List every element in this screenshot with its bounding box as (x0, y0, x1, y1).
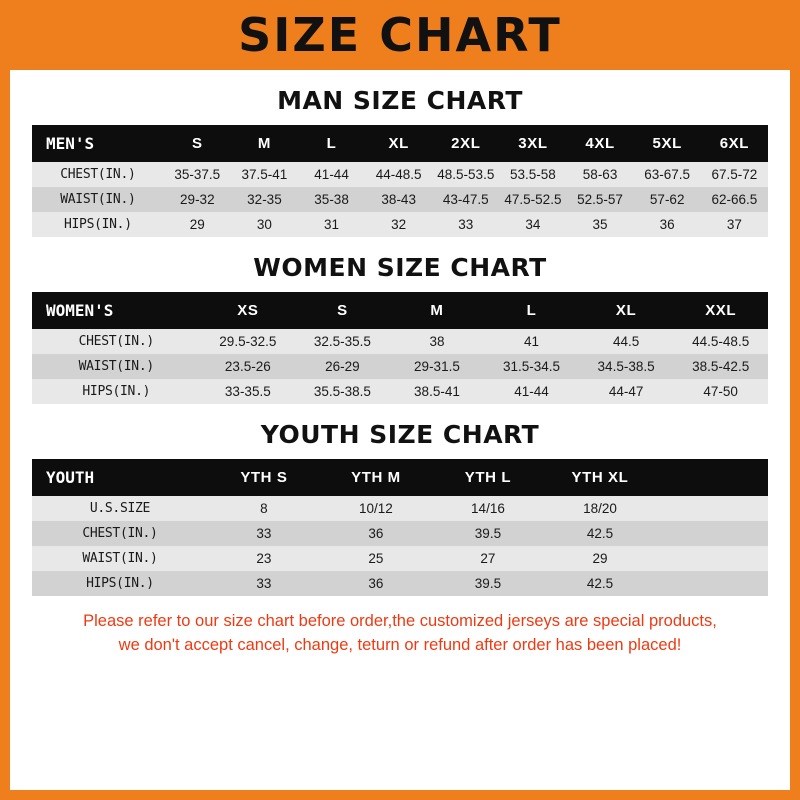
women-col-5: XXL (673, 292, 768, 329)
youth-row-3-label: HIPS(IN.) (32, 571, 208, 596)
women-cell-1-3: 31.5-34.5 (484, 354, 579, 379)
women-corner-label: WOMEN'S (32, 292, 201, 329)
men-cell-1-3: 38-43 (365, 187, 432, 212)
youth-table-body (32, 496, 768, 596)
youth-col-0: YTH S (208, 459, 320, 496)
women-table-header (32, 292, 768, 329)
men-table-body (32, 162, 768, 237)
men-cell-2-1: 30 (231, 212, 298, 237)
youth-cell-0-0: 8 (208, 496, 320, 521)
men-cell-2-5: 34 (499, 212, 566, 237)
men-table-header (32, 125, 768, 162)
men-col-0: S (164, 125, 231, 162)
women-cell-1-0: 23.5-26 (201, 354, 296, 379)
youth-cell-2-3: 29 (544, 546, 656, 571)
youth-cell-0-2: 14/16 (432, 496, 544, 521)
youth-col-2: YTH L (432, 459, 544, 496)
youth-cell-3-4 (656, 571, 768, 596)
men-cell-0-7: 63-67.5 (634, 162, 701, 187)
youth-cell-2-1: 25 (320, 546, 432, 571)
women-cell-2-5: 47-50 (673, 379, 768, 404)
youth-col-4 (656, 459, 768, 496)
women-cell-2-3: 41-44 (484, 379, 579, 404)
banner (0, 0, 800, 70)
youth-cell-0-1: 10/12 (320, 496, 432, 521)
table-row (32, 379, 768, 404)
youth-row-1-label: CHEST(IN.) (32, 521, 208, 546)
men-row-2-label: HIPS(IN.) (32, 212, 164, 237)
men-cell-1-4: 43-47.5 (432, 187, 499, 212)
youth-cell-3-2: 39.5 (432, 571, 544, 596)
youth-cell-1-3: 42.5 (544, 521, 656, 546)
youth-cell-2-2: 27 (432, 546, 544, 571)
table-header-row (32, 292, 768, 329)
footer-note-line1: Please refer to our size chart before order,the customized jerseys are special products, (83, 612, 717, 630)
youth-row-0-label: U.S.SIZE (32, 496, 208, 521)
men-size-table (32, 125, 768, 237)
men-cell-2-2: 31 (298, 212, 365, 237)
men-col-3: XL (365, 125, 432, 162)
table-header-row (32, 459, 768, 496)
women-row-1-label: WAIST(IN.) (32, 354, 201, 379)
women-col-4: XL (579, 292, 674, 329)
section-title-youth: YOUTH SIZE CHART (260, 420, 540, 449)
youth-cell-0-4 (656, 496, 768, 521)
women-cell-0-2: 38 (390, 329, 485, 354)
youth-cell-1-4 (656, 521, 768, 546)
women-cell-2-4: 44-47 (579, 379, 674, 404)
content (10, 86, 790, 658)
men-cell-2-0: 29 (164, 212, 231, 237)
youth-table-header (32, 459, 768, 496)
men-col-6: 4XL (567, 125, 634, 162)
men-cell-1-0: 29-32 (164, 187, 231, 212)
youth-size-table (32, 459, 768, 596)
men-cell-0-3: 44-48.5 (365, 162, 432, 187)
youth-cell-0-3: 18/20 (544, 496, 656, 521)
table-row (32, 354, 768, 379)
table-row (32, 546, 768, 571)
women-cell-2-1: 35.5-38.5 (295, 379, 390, 404)
men-cell-1-2: 35-38 (298, 187, 365, 212)
youth-cell-3-0: 33 (208, 571, 320, 596)
men-cell-1-5: 47.5-52.5 (499, 187, 566, 212)
footer-note (32, 610, 768, 658)
page-title: SIZE CHART (238, 8, 562, 62)
section-title-men: MAN SIZE CHART (277, 86, 523, 115)
table-row (32, 571, 768, 596)
women-row-2-label: HIPS(IN.) (32, 379, 201, 404)
men-cell-2-8: 37 (701, 212, 768, 237)
youth-col-3: YTH XL (544, 459, 656, 496)
men-cell-2-7: 36 (634, 212, 701, 237)
women-row-0-label: CHEST(IN.) (32, 329, 201, 354)
footer-note-line2: we don't accept cancel, change, teturn or refund after order has been placed! (118, 635, 682, 654)
youth-row-2-label: WAIST(IN.) (32, 546, 208, 571)
men-cell-2-4: 33 (432, 212, 499, 237)
men-cell-1-7: 57-62 (634, 187, 701, 212)
youth-col-1: YTH M (320, 459, 432, 496)
youth-cell-2-4 (656, 546, 768, 571)
men-cell-0-0: 35-37.5 (164, 162, 231, 187)
men-cell-0-4: 48.5-53.5 (432, 162, 499, 187)
women-cell-1-5: 38.5-42.5 (673, 354, 768, 379)
men-col-8: 6XL (701, 125, 768, 162)
women-table-body (32, 329, 768, 404)
women-col-2: M (390, 292, 485, 329)
table-row (32, 212, 768, 237)
youth-cell-1-2: 39.5 (432, 521, 544, 546)
men-col-4: 2XL (432, 125, 499, 162)
youth-cell-2-0: 23 (208, 546, 320, 571)
youth-cell-3-1: 36 (320, 571, 432, 596)
women-col-3: L (484, 292, 579, 329)
youth-cell-1-1: 36 (320, 521, 432, 546)
women-cell-0-4: 44.5 (579, 329, 674, 354)
women-cell-1-4: 34.5-38.5 (579, 354, 674, 379)
men-col-2: L (298, 125, 365, 162)
men-cell-0-2: 41-44 (298, 162, 365, 187)
men-col-7: 5XL (634, 125, 701, 162)
women-cell-2-0: 33-35.5 (201, 379, 296, 404)
table-row (32, 162, 768, 187)
women-cell-0-1: 32.5-35.5 (295, 329, 390, 354)
men-cell-1-6: 52.5-57 (567, 187, 634, 212)
men-cell-2-6: 35 (567, 212, 634, 237)
table-row (32, 329, 768, 354)
men-cell-0-5: 53.5-58 (499, 162, 566, 187)
men-row-0-label: CHEST(IN.) (32, 162, 164, 187)
men-col-1: M (231, 125, 298, 162)
women-cell-0-3: 41 (484, 329, 579, 354)
men-col-5: 3XL (499, 125, 566, 162)
youth-cell-1-0: 33 (208, 521, 320, 546)
youth-corner-label: YOUTH (32, 459, 208, 496)
men-cell-1-1: 32-35 (231, 187, 298, 212)
women-col-0: XS (201, 292, 296, 329)
men-cell-0-8: 67.5-72 (701, 162, 768, 187)
section-title-women: WOMEN SIZE CHART (253, 253, 547, 282)
men-cell-0-6: 58-63 (567, 162, 634, 187)
table-row (32, 496, 768, 521)
women-cell-0-0: 29.5-32.5 (201, 329, 296, 354)
men-cell-0-1: 37.5-41 (231, 162, 298, 187)
men-row-1-label: WAIST(IN.) (32, 187, 164, 212)
women-cell-1-2: 29-31.5 (390, 354, 485, 379)
women-cell-0-5: 44.5-48.5 (673, 329, 768, 354)
men-cell-1-8: 62-66.5 (701, 187, 768, 212)
women-cell-1-1: 26-29 (295, 354, 390, 379)
youth-cell-3-3: 42.5 (544, 571, 656, 596)
men-corner-label: MEN'S (32, 125, 164, 162)
men-cell-2-3: 32 (365, 212, 432, 237)
table-header-row (32, 125, 768, 162)
women-size-table (32, 292, 768, 404)
women-cell-2-2: 38.5-41 (390, 379, 485, 404)
table-row (32, 521, 768, 546)
table-row (32, 187, 768, 212)
women-col-1: S (295, 292, 390, 329)
